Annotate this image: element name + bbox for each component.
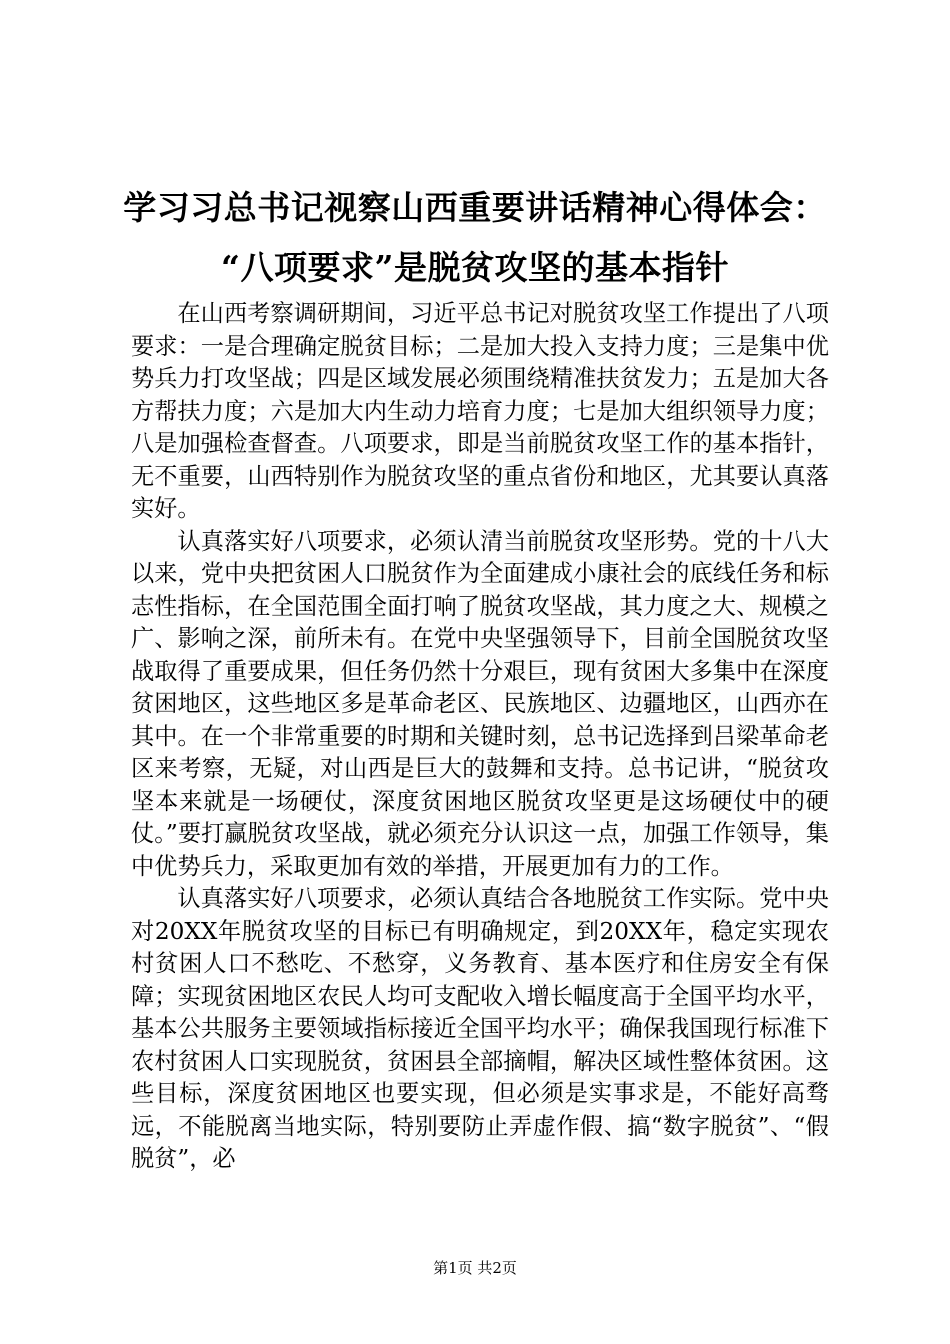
page-number-footer: 第1页 共2页 <box>433 1259 517 1277</box>
body-paragraph-3: 认真落实好八项要求，必须认真结合各地脱贫工作实际。党中央对20XX年脱贫攻坚的目标已有明确规定，到20XX年，稳定实现农村贫困人口不愁吃、不愁穿，义务教育、基本医疗和住房安全有保障；实现贫困地区农民人均可支配收入增长幅度高于全国平均水平，基本公共服务主要领域指标接近全国平均水平；确保我国现行标准下农村贫困人口实现脱贫，贫困县全部摘帽，解决区域性整体贫困。这些目标，深度贫困地区也要实现，但必须是实事求是，不能好高骛远，不能脱离当地实际，特别要防止弄虚作假、搞“数字脱贫”、“假脱贫”，必 <box>131 885 829 1172</box>
document-title-line-2: “八项要求”是脱贫攻坚的基本指针 <box>221 248 729 287</box>
document-title-line-1: 学习习总书记视察山西重要讲话精神心得体会： <box>123 188 827 227</box>
body-paragraph-1: 在山西考察调研期间，习近平总书记对脱贫攻坚工作提出了八项要求：一是合理确定脱贫目标；二是加大投入支持力度；三是集中优势兵力打攻坚战；四是区域发展必须围绕精准扶贫发力；五是加大各方帮扶力度；六是加大内生动力培育力度；七是加大组织领导力度；八是加强检查督查。八项要求，即是当前脱贫攻坚工作的基本指针，无不重要，山西特别作为脱贫攻坚的重点省份和地区，尤其要认真落实好。 <box>131 300 829 522</box>
body-paragraph-2: 认真落实好八项要求，必须认清当前脱贫攻坚形势。党的十八大以来，党中央把贫困人口脱贫作为全面建成小康社会的底线任务和标志性指标，在全国范围全面打响了脱贫攻坚战，其力度之大、规模之广、影响之深，前所未有。在党中央坚强领导下，目前全国脱贫攻坚战取得了重要成果，但任务仍然十分艰巨，现有贫困大多集中在深度贫困地区，这些地区多是革命老区、民族地区、边疆地区，山西亦在其中。在一个非常重要的时期和关键时刻，总书记选择到吕梁革命老区来考察，无疑，对山西是巨大的鼓舞和支持。总书记讲，“脱贫攻坚本来就是一场硬仗，深度贫困地区脱贫攻坚更是这场硬仗中的硬仗。”要打赢脱贫攻坚战，就必须充分认识这一点，加强工作领导，集中优势兵力，采取更加有效的举措，开展更加有力的工作。 <box>131 527 829 880</box>
document-body <box>131 298 829 1176</box>
